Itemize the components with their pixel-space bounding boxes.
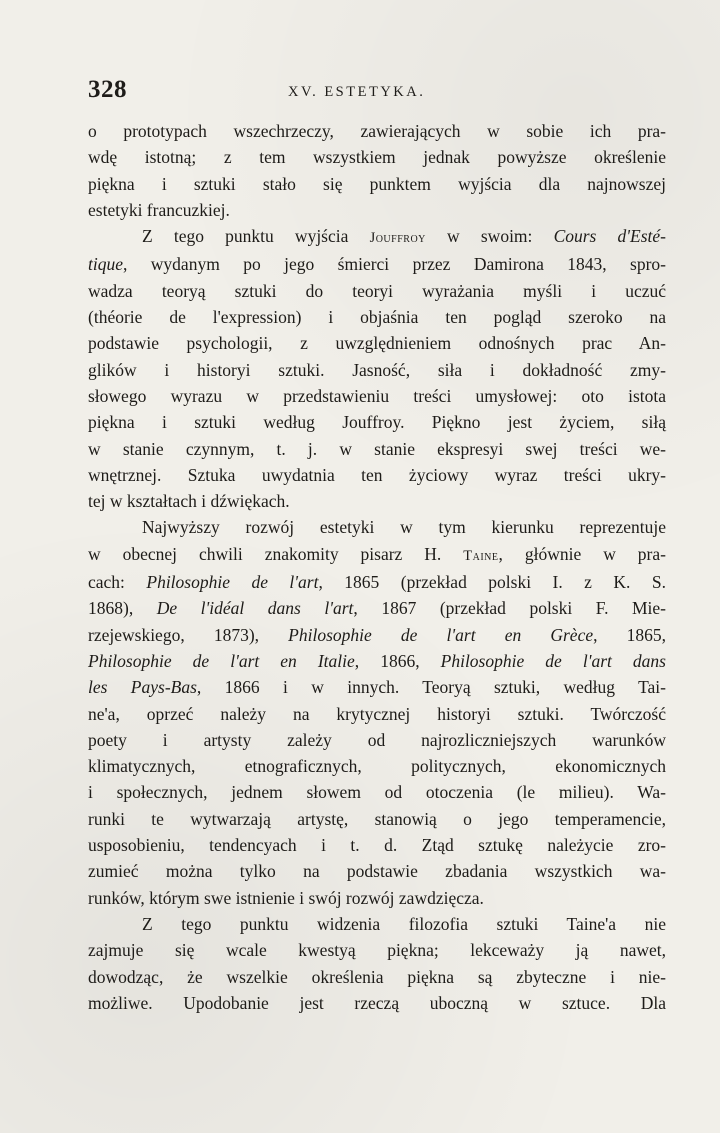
- text-line: [88, 648, 666, 674]
- text-line: [88, 251, 666, 277]
- italic-title: Cours d'Esté-: [553, 226, 666, 247]
- text-line: [88, 622, 666, 648]
- text-line: klimatycznych, etnograficznych, politycznych, ekonomicznych: [88, 756, 666, 777]
- text-line: runków, którym swe istnienie i swój rozwój zawdzięcza.: [88, 887, 484, 908]
- text-line: w stanie czynnym, t. j. w stanie ekspresyi swej treści we-: [88, 438, 666, 459]
- text-line: usposobieniu, tendencyach i t. d. Ztąd sztukę należycie zro-: [88, 835, 666, 856]
- text-line: o prototypach wszechrzeczy, zawierających w sobie ich pra-: [88, 121, 666, 141]
- italic-title: Philosophie de l'art en Grèce: [288, 624, 594, 645]
- italic-title: Philosophie de l'art: [146, 572, 319, 593]
- page-header: [88, 76, 668, 108]
- body-text: [88, 118, 666, 1016]
- text-segment: , 1866 i w innych. Teoryą sztuki, według Tai-: [196, 677, 666, 698]
- text-line: piękna i sztuki stało się punktem wyjścia dla najnowszej: [88, 173, 666, 194]
- text-line: glików i historyi sztuki. Jasność, siła i dokładność zmy-: [88, 359, 666, 380]
- text-segment: Z tego punktu wyjścia: [142, 226, 370, 247]
- text-segment: , 1865,: [593, 624, 667, 645]
- text-line: możliwe. Upodobanie jest rzeczą uboczną w sztuce. Dla: [88, 992, 666, 1013]
- text-line: wadza teoryą sztuki do teoryi wyrażania myśli i uczuć: [88, 280, 666, 301]
- italic-title: tique: [88, 254, 123, 275]
- text-line: [88, 541, 666, 569]
- text-line: [88, 674, 666, 700]
- text-line: wdę istotną; z tem wszystkiem jednak powyższe określenie: [88, 147, 666, 168]
- text-segment: w swoim:: [425, 226, 554, 247]
- text-line: estetyki francuzkiej.: [88, 199, 230, 220]
- italic-title: Philosophie de l'art dans: [440, 650, 666, 671]
- text-line: piękna i sztuki według Jouffroy. Piękno jest życiem, siłą: [88, 412, 666, 433]
- author-name: Jouffroy: [369, 230, 426, 247]
- text-line: runki te wytwarzają artystę, stanowią o jego temperamencie,: [88, 808, 666, 829]
- text-line: (théorie de l'expression) i objaśnia ten pogląd szeroko na: [88, 307, 666, 328]
- text-line: dowodząc, że wszelkie określenia piękna są zbyteczne i nie-: [88, 966, 666, 987]
- text-line: [88, 595, 666, 621]
- text-line: tej w kształtach i dźwiękach.: [88, 491, 290, 512]
- text-line: poety i artysty zależy od najrozliczniejszych warunków: [88, 729, 666, 750]
- text-segment: , 1867 (przekład polski F. Mie-: [353, 598, 667, 619]
- running-head: XV. ESTETYKA.: [288, 84, 426, 100]
- text-line: ne'a, oprzeć należy na krytycznej historyi sztuki. Twórczość: [88, 703, 666, 724]
- text-line: [88, 569, 666, 595]
- text-line: [88, 223, 666, 251]
- text-line: wnętrznej. Sztuka uwydatnia ten życiowy wyraz treści ukry-: [88, 464, 666, 485]
- author-name: Taine: [463, 547, 499, 564]
- italic-title: les Pays-Bas: [88, 677, 197, 698]
- italic-title: De l'idéal dans l'art: [156, 598, 354, 619]
- text-line: Najwyższy rozwój estetyki w tym kierunku reprezentuje: [142, 517, 666, 538]
- text-segment: , 1865 (przekład polski I. z K. S.: [318, 572, 666, 593]
- text-segment: , wydanym po jego śmierci przez Damirona 1843, spro-: [123, 254, 666, 275]
- text-segment: , głównie w pra-: [498, 543, 666, 564]
- text-segment: cach:: [88, 572, 147, 593]
- italic-title: Philosophie de l'art en Italie: [88, 650, 355, 671]
- text-line: Z tego punktu widzenia filozofia sztuki Taine'a nie: [142, 913, 666, 934]
- text-segment: rzejewskiego, 1873),: [88, 624, 289, 645]
- text-line: zajmuje się wcale kwestyą piękna; lekceważy ją nawet,: [88, 940, 666, 961]
- page-number: 328: [88, 76, 127, 103]
- text-segment: w obecnej chwili znakomity pisarz H.: [88, 543, 464, 564]
- text-line: podstawie psychologii, z uwzględnieniem odnośnych prac An-: [88, 333, 666, 354]
- text-segment: , 1866,: [354, 650, 441, 671]
- text-line: zumieć można tylko na podstawie zbadania wszystkich wa-: [88, 861, 666, 882]
- text-segment: 1868),: [88, 598, 157, 619]
- text-line: słowego wyrazu w przedstawieniu treści umysłowej: oto istota: [88, 385, 666, 406]
- text-line: i społecznych, jednem słowem od otoczenia (le milieu). Wa-: [88, 782, 666, 803]
